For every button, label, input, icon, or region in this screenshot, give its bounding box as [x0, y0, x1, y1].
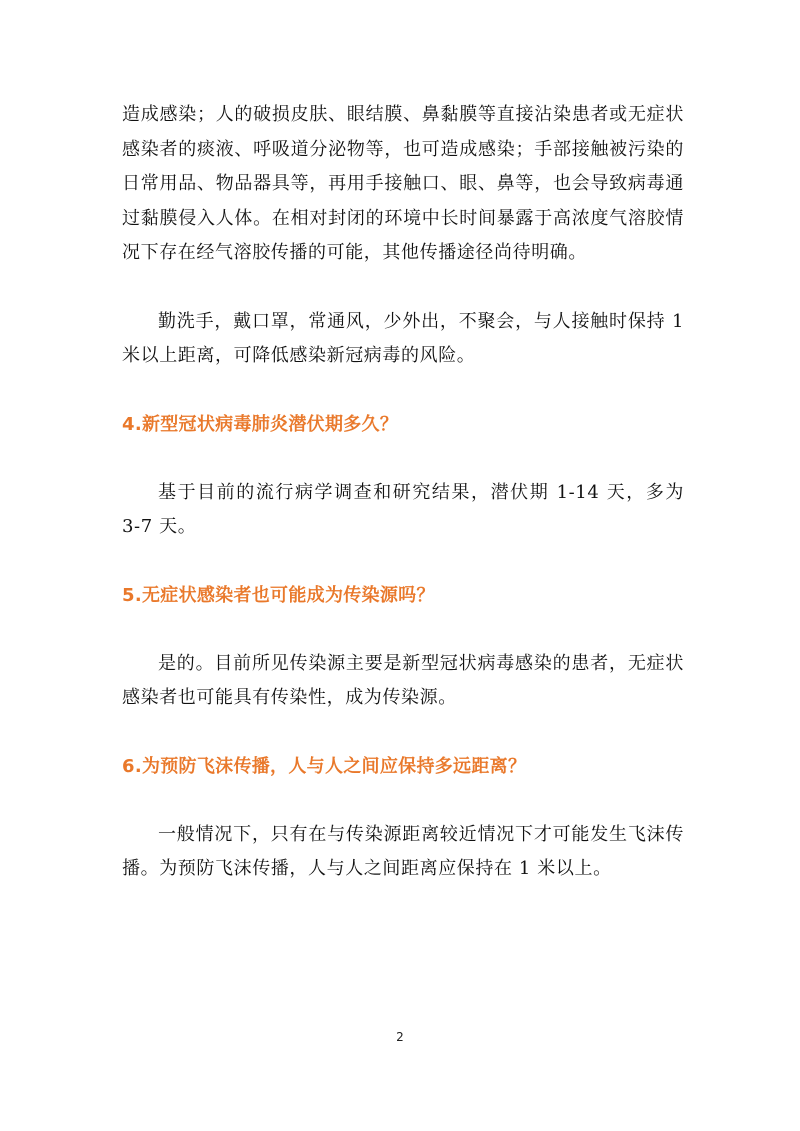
page-content [122, 98, 684, 887]
question-heading-4: 4.新型冠状病毒肺炎潜伏期多久？ [122, 413, 399, 435]
body-paragraph-transmission: 造成感染；人的破损皮肤、眼结膜、鼻黏膜等直接沾染患者或无症状感染者的痰液、呼吸道分泌物等，也可造成感染；手部接触被污染的日常用品、物品器具等，再用手接触口、眼、鼻等，也会导致病毒通过黏膜侵入人体。在相对封闭的环境中长时间暴露于高浓度气溶胶情况下存在经气溶胶传播的可能，其他传播途径尚待明确。 [122, 104, 684, 263]
page-number: 2 [396, 1030, 404, 1044]
body-paragraph-prevention: 勤洗手，戴口罩，常通风，少外出，不聚会，与人接触时保持 1 米以上距离，可降低感染新冠病毒的风险。 [122, 310, 684, 366]
question-heading-6: 6.为预防飞沫传播，人与人之间应保持多远距离？ [122, 755, 527, 777]
answer-paragraph-6: 一般情况下，只有在与传染源距离较近情况下才可能发生飞沫传播。为预防飞沫传播，人与人之间距离应保持在 1 米以上。 [122, 823, 684, 879]
question-heading-5: 5.无症状感染者也可能成为传染源吗？ [122, 584, 435, 606]
answer-paragraph-5: 是的。目前所见传染源主要是新型冠状病毒感染的患者，无症状感染者也可能具有传染性，成为传染源。 [122, 652, 684, 708]
answer-paragraph-4: 基于目前的流行病学调查和研究结果，潜伏期 1-14 天，多为 3-7 天。 [122, 481, 684, 537]
